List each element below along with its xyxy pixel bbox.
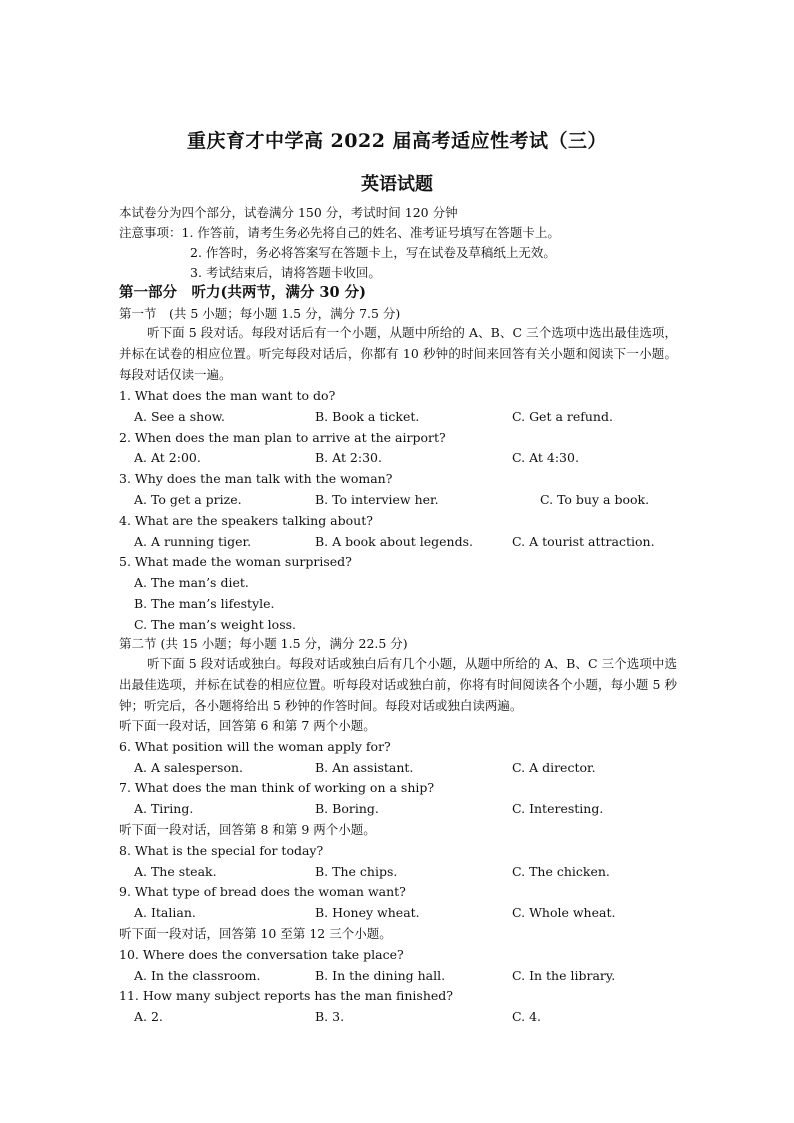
question-6: 6. What position will the woman apply for? [119,739,391,754]
q2-option-b: B. At 2:30. [315,450,382,465]
question-1: 1. What does the man want to do? [119,388,336,403]
q4-option-b: B. A book about legends. [315,534,473,549]
note-2: 2. 作答时，务必将答案写在答题卡上，写在试卷及草稿纸上无效。 [190,245,556,260]
q7-option-c: C. Interesting. [512,801,604,816]
question-3: 3. Why does the man talk with the woman? [119,471,393,486]
q10-option-c: C. In the library. [512,968,616,983]
section2-heading: 第二节 (共 15 小题；每小题 1.5 分，满分 22.5 分) [119,636,408,651]
q4-option-a: A. A running tiger. [134,534,252,549]
question-11: 11. How many subject reports has the man finished? [119,988,453,1003]
part1-heading: 第一部分 听力(共两节，满分 30 分) [119,284,366,301]
q6-option-c: C. A director. [512,760,596,775]
q11-option-a: A. 2. [134,1009,163,1024]
question-2: 2. When does the man plan to arrive at the airport? [119,430,446,445]
question-9: 9. What type of bread does the woman want? [119,884,406,899]
q5-option-b: B. The man’s lifestyle. [134,596,275,611]
section1-instructions: 听下面 5 段对话。每段对话后有一个小题，从题中所给的 A、B、C 三个选项中选出最佳选项，并标在试卷的相应位置。听完每段对话后，你都有 10 秒钟的时间来回答有关小题和阅读下一小题。每段对话仅读一遍。 [119,325,677,382]
q6-option-b: B. An assistant. [315,760,414,775]
q3-option-a: A. To get a prize. [134,492,242,507]
q8-option-b: B. The chips. [315,864,398,879]
note-3: 3. 考试结束后，请将答题卡收回。 [190,265,381,280]
q8-option-a: A. The steak. [134,864,217,879]
dialog-10-12-intro: 听下面一段对话，回答第 10 至第 12 三个小题。 [119,926,392,941]
section1-heading: 第一节 (共 5 小题；每小题 1.5 分，满分 7.5 分) [119,306,401,321]
q9-option-c: C. Whole wheat. [512,905,616,920]
q2-option-c: C. At 4:30. [512,450,579,465]
exam-intro: 本试卷分为四个部分，试卷满分 150 分，考试时间 120 分钟 [119,205,458,220]
q2-option-a: A. At 2:00. [134,450,201,465]
q10-option-a: A. In the classroom. [134,968,261,983]
q11-option-c: C. 4. [512,1009,541,1024]
q3-option-b: B. To interview her. [315,492,439,507]
q3-option-c: C. To buy a book. [540,492,650,507]
q8-option-c: C. The chicken. [512,864,610,879]
question-7: 7. What does the man think of working on a ship? [119,780,435,795]
q5-option-a: A. The man’s diet. [134,575,249,590]
note-1: 1. 作答前，请考生务必先将自己的姓名、准考证号填写在答题卡上。 [181,225,560,240]
q4-option-c: C. A tourist attraction. [512,534,655,549]
q6-option-a: A. A salesperson. [134,760,243,775]
question-10: 10. Where does the conversation take place? [119,947,404,962]
exam-subtitle: 英语试题 [361,174,433,195]
dialog-6-7-intro: 听下面一段对话，回答第 6 和第 7 两个小题。 [119,718,376,733]
question-4: 4. What are the speakers talking about? [119,513,373,528]
notes-label: 注意事项： [119,225,182,240]
q10-option-b: B. In the dining hall. [315,968,446,983]
q5-option-c: C. The man’s weight loss. [134,617,297,632]
exam-title: 重庆育才中学高 2022 届高考适应性考试（三） [186,130,608,152]
q11-option-b: B. 3. [315,1009,345,1024]
q7-option-a: A. Tiring. [134,801,194,816]
section2-instructions: 听下面 5 段对话或独白。每段对话或独白后有几个小题，从题中所给的 A、B、C 三个选项中选出最佳选项，并标在试卷的相应位置。听每段对话或独白前，你将有时间阅读各个小题，每小题 5 秒钟；听完后，各小题将给出 5 秒钟的作答时间。每段对话或独白读两遍。 [119,656,677,713]
notes-line-1 [119,225,560,241]
q1-option-b: B. Book a ticket. [315,409,420,424]
q9-option-b: B. Honey wheat. [315,905,420,920]
q1-option-a: A. See a show. [134,409,225,424]
dialog-8-9-intro: 听下面一段对话，回答第 8 和第 9 两个小题。 [119,822,376,837]
q7-option-b: B. Boring. [315,801,379,816]
question-5: 5. What made the woman surprised? [119,554,352,569]
question-8: 8. What is the special for today? [119,843,324,858]
q9-option-a: A. Italian. [134,905,196,920]
q1-option-c: C. Get a refund. [512,409,613,424]
